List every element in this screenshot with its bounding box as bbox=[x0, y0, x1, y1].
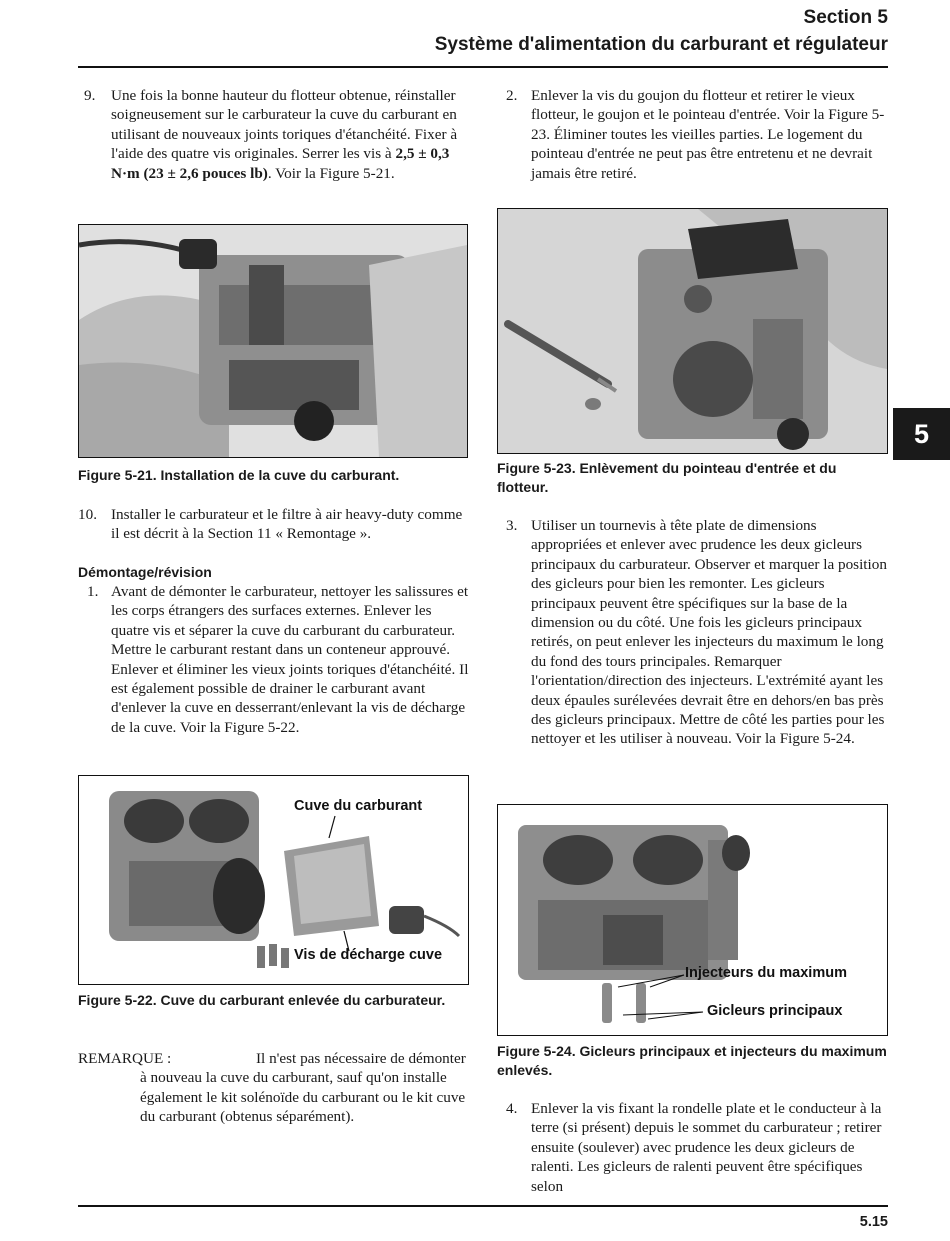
figure-5-22-photo bbox=[78, 775, 469, 985]
figure-5-23-caption: Figure 5-23. Enlèvement du pointeau d'entrée et du flotteur. bbox=[497, 460, 837, 495]
step-2-text: Enlever la vis du goujon du flotteur et retirer le vieux flotteur, le goujon et le pointeau d'entrée. Voir la Figure 5-23. Éliminer toutes les vieilles parties. Le logement du pointeau d'entrée ne peut pas être entretenu et ne devrait jamais être retiré. bbox=[531, 87, 885, 182]
note-label: REMARQUE : bbox=[78, 1050, 172, 1067]
figure-5-24-photo bbox=[497, 804, 888, 1036]
page-number: 5.15 bbox=[859, 1214, 888, 1230]
step-3-number: 3. bbox=[506, 517, 518, 534]
main-jets-label: Gicleurs principaux bbox=[707, 1003, 843, 1019]
footer-rule bbox=[78, 1205, 888, 1207]
figure-5-21-caption: Figure 5-21. Installation de la cuve du carburant. bbox=[78, 467, 400, 483]
main-nozzles-label: Injecteurs du maximum bbox=[685, 965, 847, 981]
step-1-text: Avant de démonter le carburateur, nettoyer les salissures et les corps étrangers des surfaces externes. Enlever les quatre vis et séparer la cuve du carburant du carburateur. Mettre le carburant restant dans un conteneur approuvé. Enlever et éliminer les vieux joints toriques d'étanchéité. Il est également possible de drainer le carburant avant d'enlever la cuve en desserrant/enlevant la vis de décharge de la cuve. Voir la Figure 5-22. bbox=[111, 583, 469, 736]
step-4-number: 4. bbox=[506, 1100, 518, 1117]
figure-5-22-caption: Figure 5-22. Cuve du carburant enlevée du carburateur. bbox=[78, 992, 446, 1008]
drain-screw-label: Vis de décharge cuve bbox=[294, 947, 443, 963]
fuel-bowl-label: Cuve du carburant bbox=[294, 798, 423, 814]
step-4 bbox=[498, 1099, 890, 1199]
step-10-number: 10. bbox=[78, 506, 97, 523]
section-title: Système d'alimentation du carburant et régulateur bbox=[434, 34, 888, 55]
step-10-text: Installer le carburateur et le filtre à air heavy-duty comme il est décrit à la Section 11 « Remontage ». bbox=[111, 506, 463, 543]
step-3-text: Utiliser un tournevis à tête plate de dimensions appropriées et enlever avec prudence les deux gicleurs principaux du carburateur. Observer et marquer la position des gicleurs pour bien les remonter. Les gicleurs principaux peuvent être spécifiques sur la base de la dimension ou du côté. Une fois les gicleurs principaux retirés, on peut enlever les injecteurs du maximum le long du fond des tours principales. Remarquer l'orientation/direction des injecteurs. L'extrémité ayant les deux épaules surélevées devrait être en dehors/en bas près des gicleurs principaux. Mettre de côté les parties pour les nettoyer et les utiliser à nouveau. Voir la Figure 5-24. bbox=[531, 517, 887, 748]
figure-5-24-caption: Figure 5-24. Gicleurs principaux et injecteurs du maximum enlevés. bbox=[497, 1043, 887, 1078]
header-rule bbox=[78, 66, 888, 68]
step-9-text: Une fois la bonne hauteur du flotteur obtenue, réinstaller soigneusement sur le carburateur la cuve du carburant en utilisant de nouveaux joints toriques d'étanchéité. Fixer à l'aide des quatre vis originales. Serrer les vis à 2,5 ± 0,3 N·m (23 ± 2,6 pouces lb). Voir la Figure 5-21. bbox=[111, 87, 458, 182]
section-tab: 5 bbox=[893, 408, 950, 460]
step-1 bbox=[78, 582, 470, 760]
figure-5-21-photo bbox=[78, 224, 468, 458]
figure-5-23-photo bbox=[497, 208, 888, 454]
note-text: Il n'est pas nécessaire de démonter à nouveau la cuve du carburant, sauf qu'on installe également le kit solénoïde du carburant ou le kit cuve du carburant (obtenus séparément). bbox=[140, 1050, 466, 1126]
step-4-text: Enlever la vis fixant la rondelle plate et le conducteur à la terre (si présent) depuis le sommet du carburateur ; retirer ensuite (soulever) avec prudence les deux gicleurs de ralenti. Les gicleurs de ralenti peuvent être spécifiques selon bbox=[531, 1100, 882, 1195]
step-2-number: 2. bbox=[506, 87, 518, 104]
torque-value: 2,5 ± 0,3 N·m (23 ± 2,6 pouces lb) bbox=[111, 145, 450, 182]
step-9 bbox=[78, 86, 470, 206]
note bbox=[78, 1049, 470, 1149]
step-1-number: 1. bbox=[87, 583, 99, 600]
step-2 bbox=[498, 86, 890, 186]
disassembly-subheading: Démontage/révision bbox=[78, 564, 212, 580]
step-9-number: 9. bbox=[84, 87, 96, 104]
step-3 bbox=[498, 516, 890, 791]
section-number: Section 5 bbox=[803, 7, 888, 28]
step-10 bbox=[78, 505, 470, 545]
